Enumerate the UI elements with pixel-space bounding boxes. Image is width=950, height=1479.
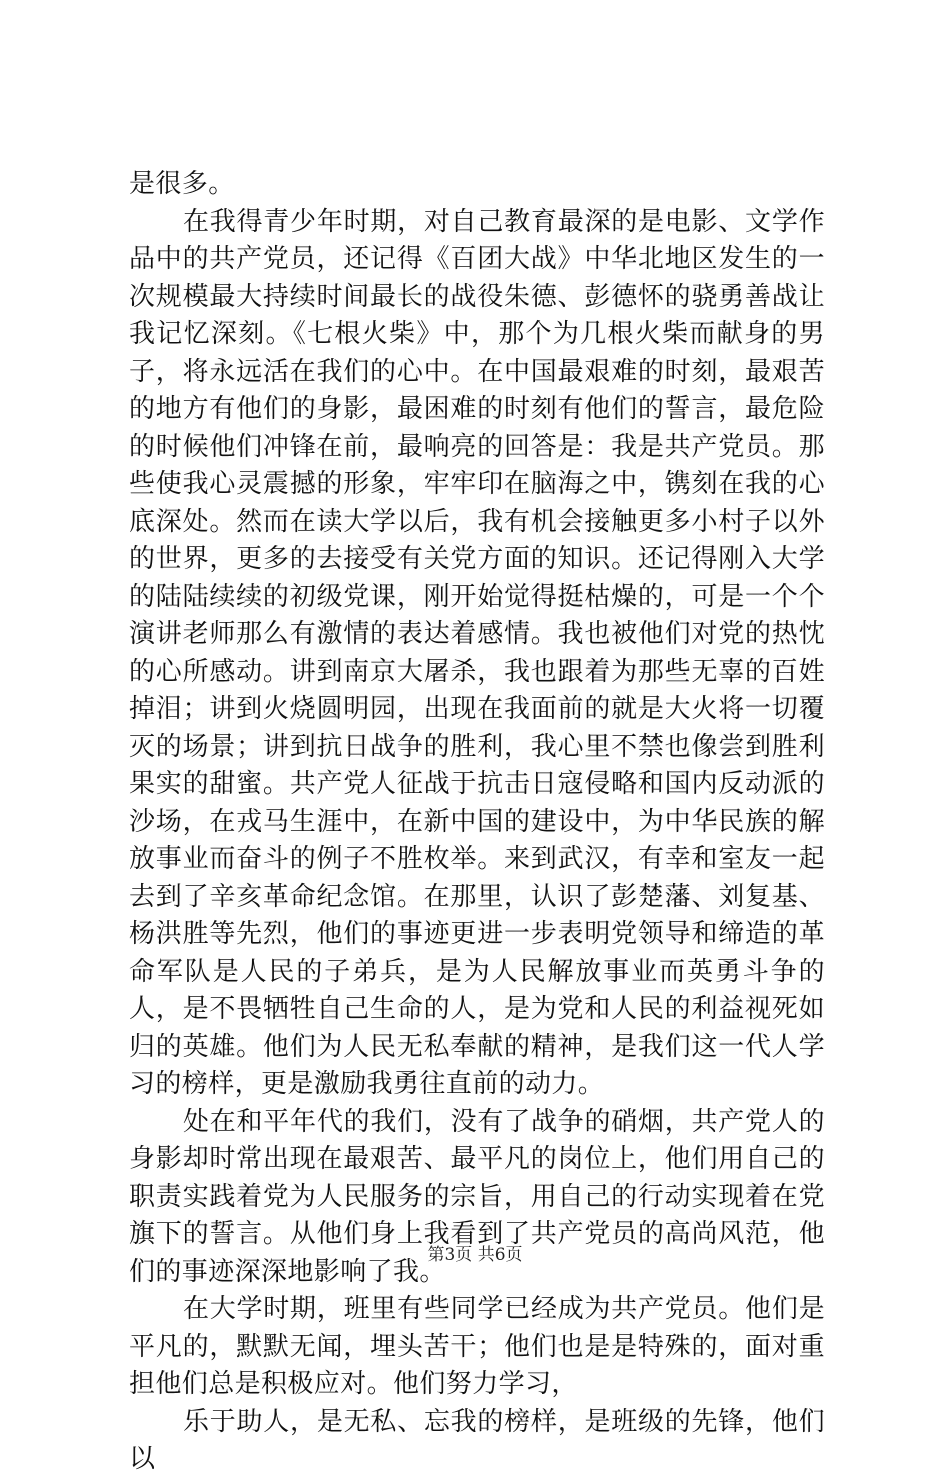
page-footer: 第3页 共6页 [427, 1245, 523, 1265]
paragraph: 乐于助人，是无私、忘我的榜样，是班级的先锋，他们以 [129, 1406, 825, 1474]
paragraph: 是很多。 [129, 169, 235, 199]
paragraph: 在我得青少年时期，对自己教育最深的是电影、文学作品中的共产党员，还记得《百团大战》中华北地区发生的一次规模最大持续时间最长的战役朱德、彭德怀的骁勇善战让我记忆深刻。《七根火柴》中，那个为几根火柴而献身的男子，将永远活在我们的心中。在中国最艰难的时刻，最艰苦的地方有他们的身影，最困难的时刻有他们的誓言，最危险的时候他们冲锋在前，最响亮的回答是：我是共产党员。那些使我心灵震撼的形象，牢牢印在脑海之中，镌刻在我的心底深处。然而在读大学以后，我有机会接触更多小村子以外的世界，更多的去接受有关党方面的知识。还记得刚入大学的陆陆续续的初级党课，刚开始觉得挺枯燥的，可是一个个演讲老师那么有激情的表达着感情。我也被他们对党的热忱的心所感动。讲到南京大屠杀，我也跟着为那些无辜的百姓掉泪；讲到火烧圆明园，出现在我面前的就是大火将一切覆灭的场景；讲到抗日战争的胜利，我心里不禁也像尝到胜利果实的甜蜜。共产党人征战于抗击日寇侵略和国内反动派的沙场，在戎马生涯中，在新中国的建设中，为中华民族的解放事业而奋斗的例子不胜枚举。来到武汉，有幸和室友一起去到了辛亥革命纪念馆。在那里，认识了彭楚藩、刘复基、杨洪胜等先烈，他们的事迹更进一步表明党领导和缔造的革命军队是人民的子弟兵，是为人民解放事业而英勇斗争的人，是不畏牺牲自己生命的人，是为党和人民的利益视死如归的英雄。他们为人民无私奉献的精神，是我们这一代人学习的榜样，更是激励我勇往直前的动力。 [129, 206, 825, 1099]
document-body [129, 166, 825, 1479]
paragraph: 在大学时期，班里有些同学已经成为共产党员。他们是平凡的，默默无闻，埋头苦干；他们也是是特殊的，面对重担他们总是积极应对。他们努力学习， [129, 1294, 825, 1399]
paragraph: 处在和平年代的我们，没有了战争的硝烟，共产党人的身影却时常出现在最艰苦、最平凡的岗位上，他们用自己的职责实践着党为人民服务的宗旨，用自己的行动实现着在党旗下的誓言。从他们身上我看到了共产党员的高尚风范，他们的事迹深深地影响了我。 [129, 1106, 825, 1287]
